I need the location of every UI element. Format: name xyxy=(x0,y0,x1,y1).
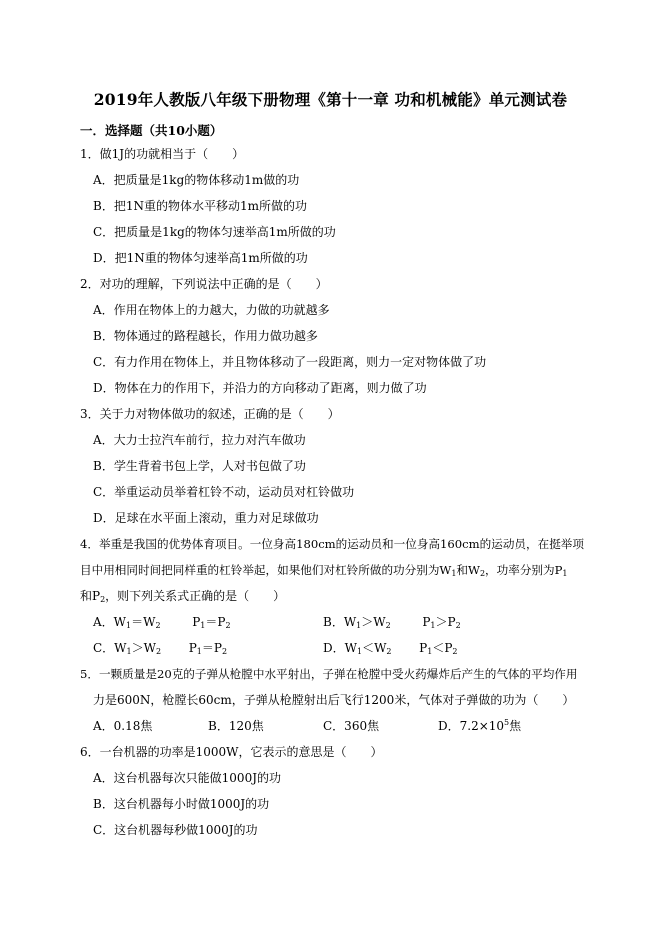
question-6-option-a: A．这台机器每次只能做1000J的功 xyxy=(93,771,282,785)
question-5-line-1: 5．一颗质量是20克的子弹从枪膛中水平射出，子弹在枪膛中受火药爆炸后产生的气体的平均作用 xyxy=(80,667,578,681)
question-4-line-1: 4．举重是我国的优势体育项目。一位身高180cm的运动员和一位身高160cm的运动员，在挺举项 xyxy=(80,537,584,551)
question-1-option-d: D．把1N重的物体匀速举高1m所做的功 xyxy=(93,251,308,265)
question-1: 1．做1J的功就相当于（ ） xyxy=(80,147,245,161)
question-1-option-c: C．把质量是1kg的物体匀速举高1m所做的功 xyxy=(93,225,336,239)
question-6: 6．一台机器的功率是1000W，它表示的意思是（ ） xyxy=(80,745,383,759)
question-1-option-b: B．把1N重的物体水平移动1m所做的功 xyxy=(93,199,307,213)
question-3: 3．关于力对物体做功的叙述，正确的是（ ） xyxy=(80,407,340,421)
question-3-option-d: D．足球在水平面上滚动，重力对足球做功 xyxy=(93,511,319,525)
question-3-option-c: C．举重运动员举着杠铃不动，运动员对杠铃做功 xyxy=(93,485,355,499)
question-4-option-d: D．$W_1<W_2$ $P_1<P_2$ xyxy=(323,641,458,656)
question-5-option-b: B．120焦 xyxy=(208,719,264,733)
question-4-option-c: C．$W_1>W_2$ $P_1=P_2$ xyxy=(93,641,228,656)
section-heading: 一．选择题（共10小题） xyxy=(80,123,223,138)
question-6-option-c: C．这台机器每秒做1000J的功 xyxy=(93,823,258,837)
question-5-option-a: A．0.18焦 xyxy=(93,719,153,733)
question-2-option-a: A．作用在物体上的力越大，力做的功就越多 xyxy=(93,303,330,317)
question-4-line-3: 和$P_2$，则下列关系式正确的是（ ） xyxy=(80,589,286,604)
question-5-option-c: C．360焦 xyxy=(323,719,380,733)
question-2: 2．对功的理解，下列说法中正确的是（ ） xyxy=(80,277,328,291)
question-3-option-b: B．学生背着书包上学，人对书包做了功 xyxy=(93,459,306,473)
document-title: 2019年人教版八年级下册物理《第十一章 功和机械能》单元测试卷 xyxy=(93,90,568,109)
question-2-option-d: D．物体在力的作用下，并沿力的方向移动了距离，则力做了功 xyxy=(93,381,427,395)
question-2-option-b: B．物体通过的路程越长，作用力做功越多 xyxy=(93,329,318,343)
question-4-option-a: A．$W_1=W_2$ $P_1=P_2$ xyxy=(93,615,231,630)
question-2-option-c: C．有力作用在物体上，并且物体移动了一段距离，则力一定对物体做了功 xyxy=(93,355,487,369)
question-1-option-a: A．把质量是1kg的物体移动1m做的功 xyxy=(93,173,300,187)
question-4-option-b: B．$W_1>W_2$ $P_1>P_2$ xyxy=(323,615,461,630)
question-5-option-d: D．$7.2\times 10^5$焦 xyxy=(438,718,522,733)
question-5-line-2: 力是600N，枪膛长60cm，子弹从枪膛射出后飞行1200米，气体对子弹做的功为（ ） xyxy=(93,693,575,707)
question-4-line-2: 目中用相同时间把同样重的杠铃举起，如果他们对杠铃所做的功分别为$W_1$和$W_2$，功率分别为$P_1$ xyxy=(80,563,568,578)
question-6-option-b: B．这台机器每小时做1000J的功 xyxy=(93,797,270,811)
question-3-option-a: A．大力士拉汽车前行，拉力对汽车做功 xyxy=(93,433,306,447)
